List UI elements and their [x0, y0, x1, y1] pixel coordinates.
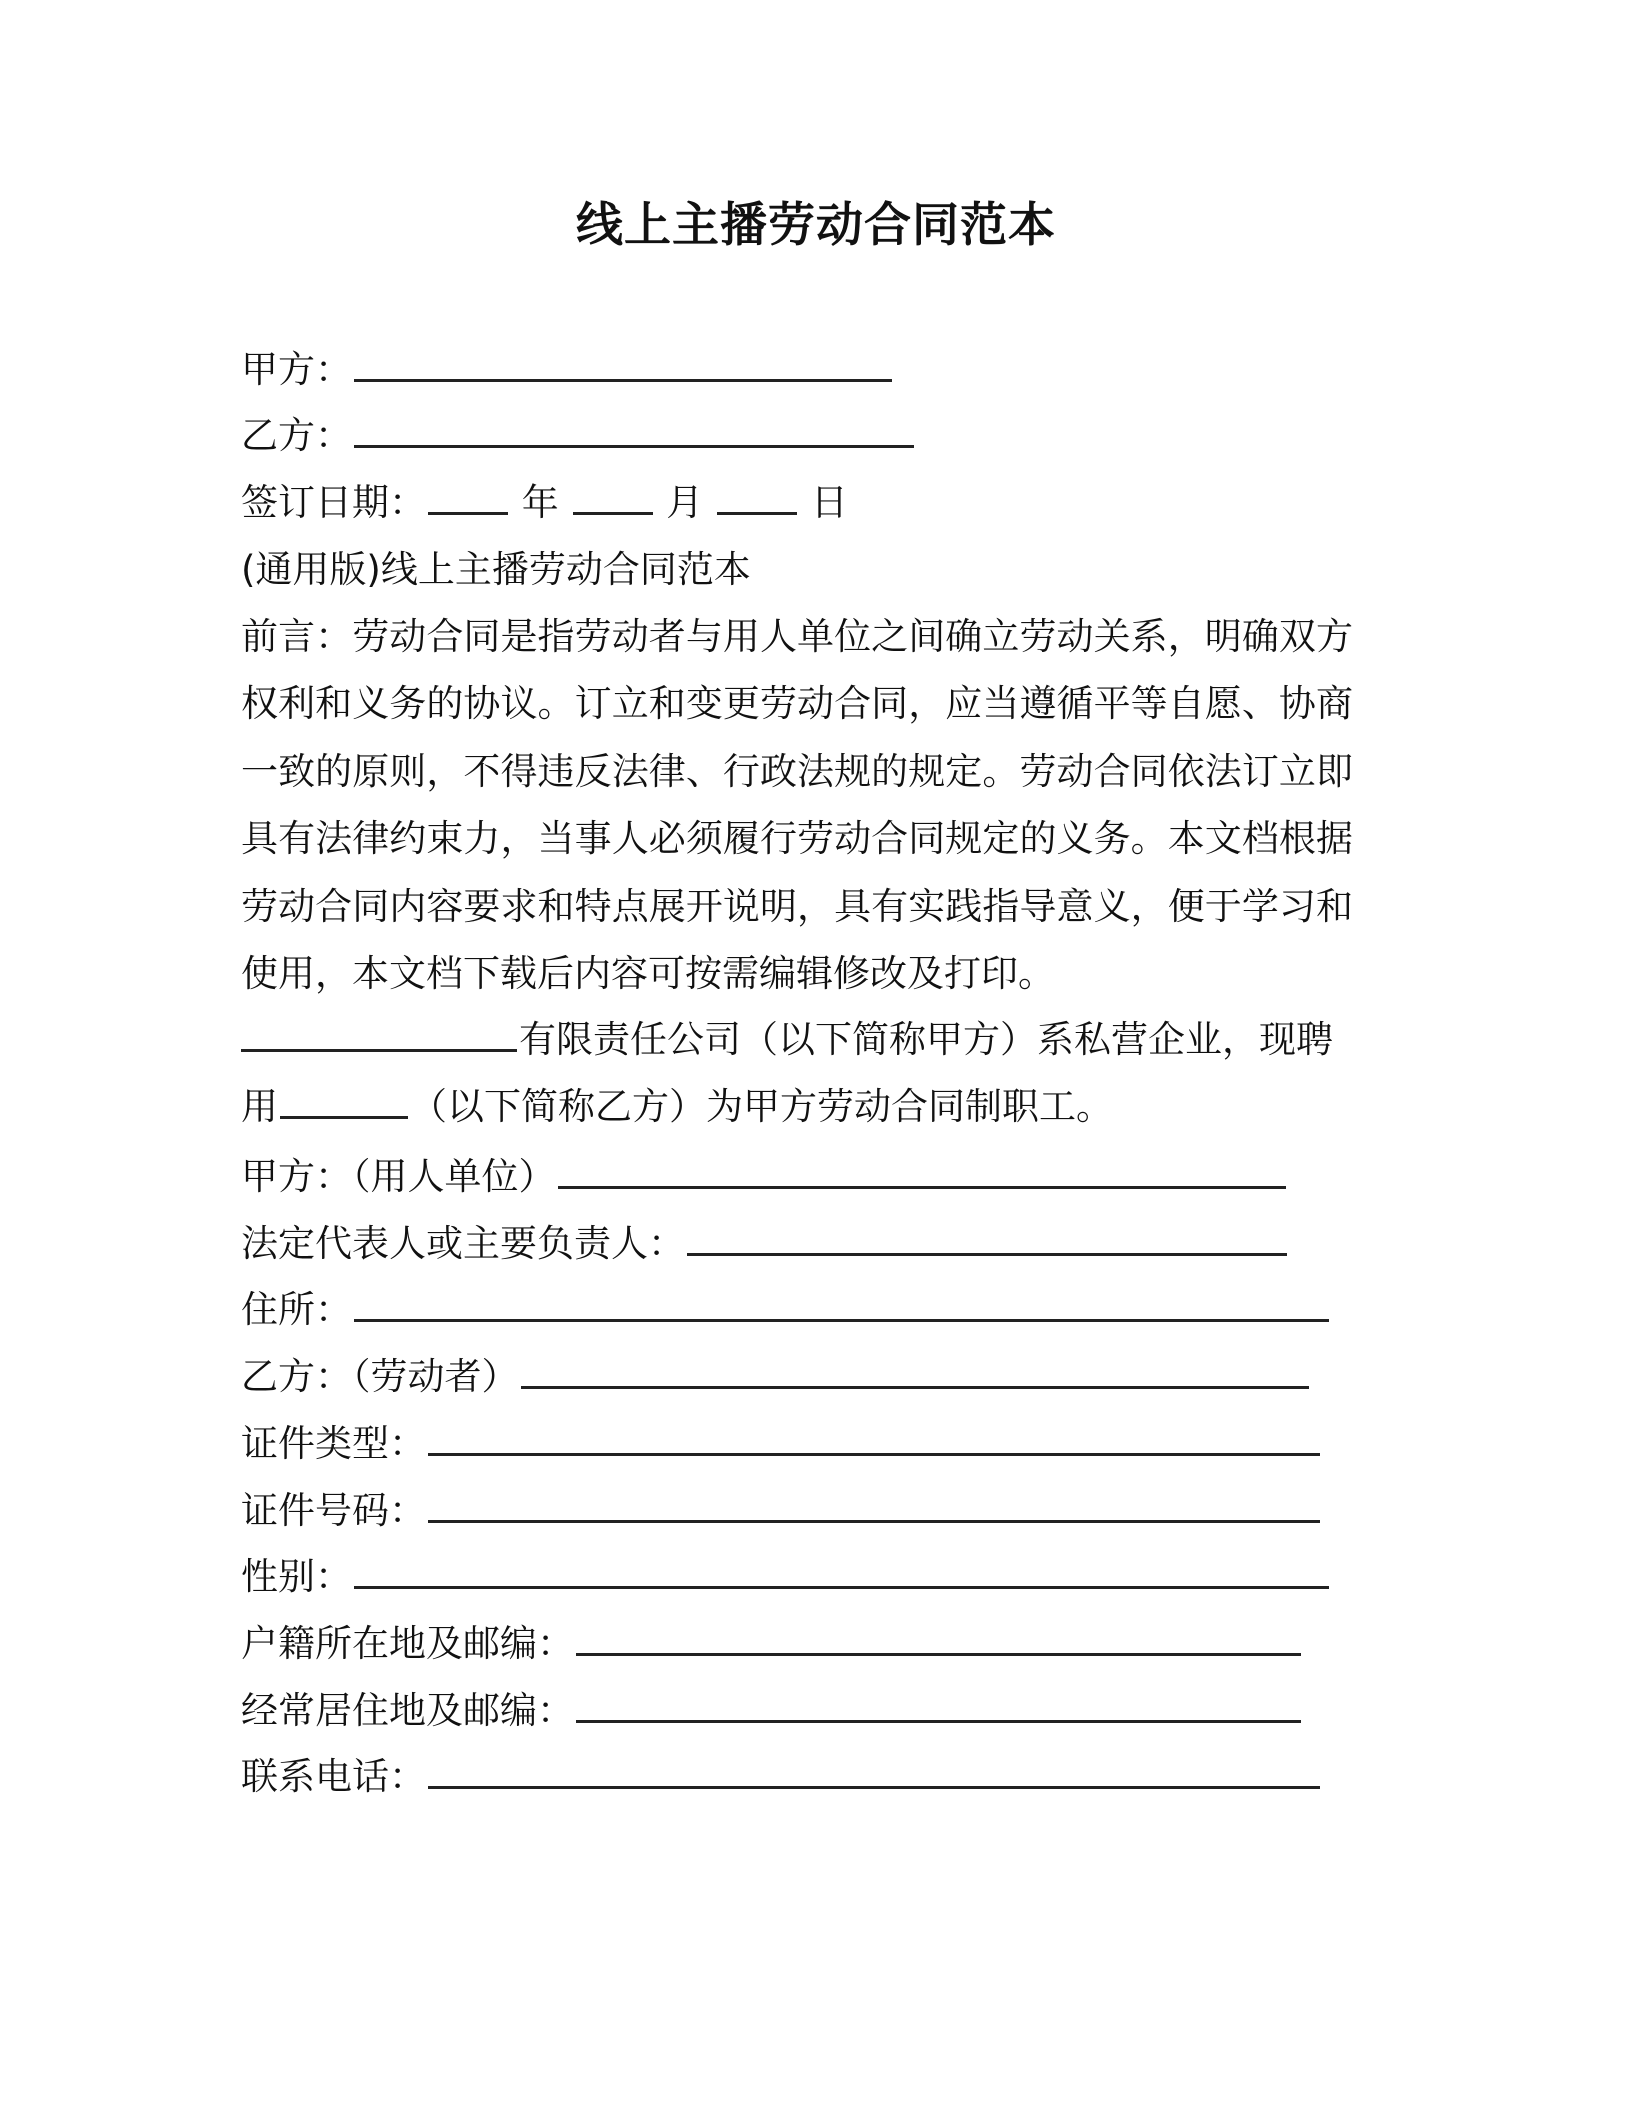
field-employer [241, 1152, 1288, 1202]
document-title: 线上主播劳动合同范本 [576, 198, 1056, 253]
field-employee [241, 1352, 1311, 1402]
month-label: 月 [666, 481, 704, 524]
day-blank[interactable] [717, 478, 797, 515]
field-label: 法定代表人或主要负责人： [241, 1222, 685, 1265]
sign-date-line [241, 478, 848, 528]
field-label: 联系电话： [241, 1755, 426, 1798]
field-blank[interactable] [687, 1219, 1287, 1256]
party-b-line [241, 411, 916, 461]
field-label: 证件号码： [241, 1489, 426, 1532]
company-name-blank[interactable] [241, 1015, 517, 1052]
field-address [241, 1285, 1331, 1335]
party-b-label: 乙方： [241, 414, 352, 457]
party-a-label: 甲方： [241, 348, 352, 391]
intro-line-2 [241, 1082, 1113, 1132]
field-label: 经常居住地及邮编： [241, 1689, 574, 1732]
field-blank[interactable] [428, 1486, 1320, 1523]
party-b-blank[interactable] [354, 411, 914, 448]
intro-part1: 有限责任公司（以下简称甲方）系私营企业，现聘 [519, 1018, 1333, 1061]
field-blank[interactable] [576, 1686, 1301, 1723]
field-label: 乙方：（劳动者） [241, 1355, 519, 1398]
field-phone [241, 1752, 1322, 1802]
field-gender [241, 1552, 1331, 1602]
subtitle: (通用版)线上主播劳动合同范本 [241, 548, 751, 591]
field-label: 证件类型： [241, 1422, 426, 1465]
field-blank[interactable] [521, 1352, 1309, 1389]
field-residence-address [241, 1686, 1303, 1736]
field-blank[interactable] [354, 1552, 1329, 1589]
field-label: 户籍所在地及邮编： [241, 1622, 574, 1665]
field-label: 甲方：（用人单位） [241, 1155, 556, 1198]
party-a-line [241, 345, 894, 395]
intro-part2-suffix: （以下简称乙方）为甲方劳动合同制职工。 [410, 1085, 1113, 1128]
year-blank[interactable] [428, 478, 508, 515]
party-a-blank[interactable] [354, 345, 892, 382]
field-id-number [241, 1486, 1322, 1536]
field-household-address [241, 1619, 1303, 1669]
field-label: 性别： [241, 1555, 352, 1598]
month-blank[interactable] [573, 478, 653, 515]
preface-paragraph: 前言：劳动合同是指劳动者与用人单位之间确立劳动关系，明确双方权利和义务的协议。订立和变更劳动合同，应当遵循平等自愿、协商一致的原则，不得违反法律、行政法规的规定。劳动合同依法订立即具有法律约束力，当事人必须履行劳动合同规定的义务。本文档根据劳动合同内容要求和特点展开说明，具有实践指导意义，便于学习和使用，本文档下载后内容可按需编辑修改及打印。 [241, 615, 1353, 996]
intro-part2-prefix: 用 [241, 1085, 278, 1128]
field-blank[interactable] [354, 1285, 1329, 1322]
intro-line-1 [241, 1015, 1333, 1065]
day-label: 日 [810, 481, 848, 524]
field-blank[interactable] [576, 1619, 1301, 1656]
sign-date-label: 签订日期： [241, 481, 426, 524]
field-label: 住所： [241, 1288, 352, 1331]
field-id-type [241, 1419, 1322, 1469]
employee-name-blank[interactable] [280, 1082, 408, 1119]
field-blank[interactable] [428, 1752, 1320, 1789]
field-blank[interactable] [428, 1419, 1320, 1456]
year-label: 年 [521, 481, 559, 524]
field-blank[interactable] [558, 1152, 1286, 1189]
field-legal-representative [241, 1219, 1289, 1269]
